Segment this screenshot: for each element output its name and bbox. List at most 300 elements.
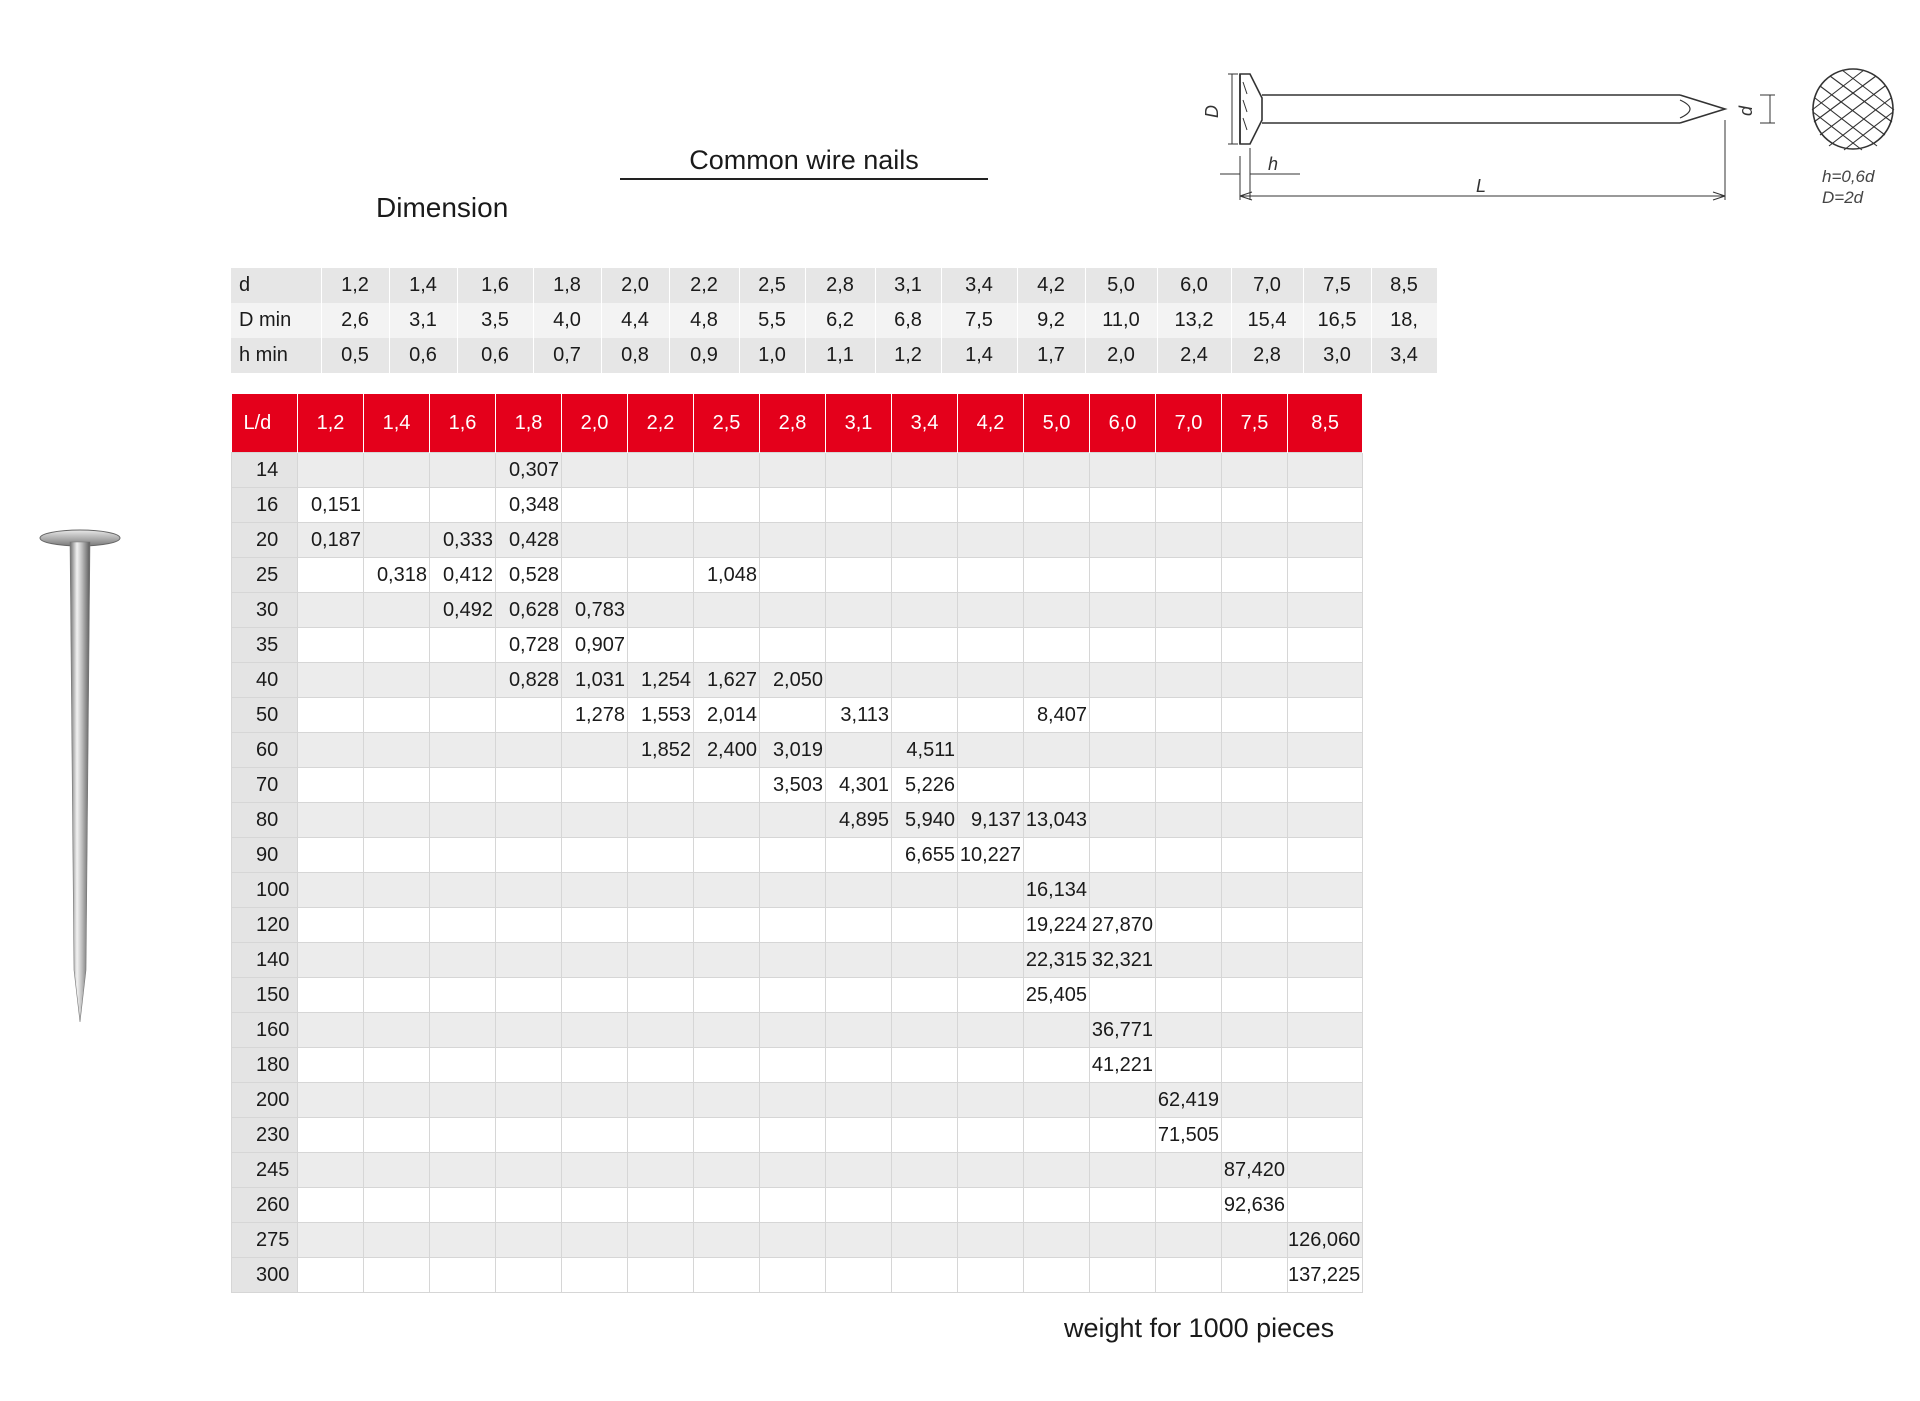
weight-cell — [1222, 1013, 1288, 1048]
weight-cell: 0,428 — [496, 523, 562, 558]
length-cell: 180 — [232, 1048, 298, 1083]
weight-cell — [430, 943, 496, 978]
header-diameter: 1,8 — [496, 394, 562, 453]
weight-cell — [1024, 1083, 1090, 1118]
weight-cell: 4,895 — [826, 803, 892, 838]
dimension-row-label: D min — [231, 303, 321, 338]
weight-cell — [562, 1118, 628, 1153]
weight-cell — [364, 523, 430, 558]
weight-cell — [958, 523, 1024, 558]
length-cell: 160 — [232, 1013, 298, 1048]
weight-cell — [628, 1153, 694, 1188]
weight-cell — [496, 1223, 562, 1258]
weight-cell — [694, 488, 760, 523]
dimension-cell: 6,0 — [1157, 268, 1231, 303]
table-row — [232, 803, 1363, 838]
weight-cell — [364, 1083, 430, 1118]
dimension-row-label: d — [231, 268, 321, 303]
weight-cell: 0,333 — [430, 523, 496, 558]
dimension-cell: 3,4 — [941, 268, 1017, 303]
weight-cell — [826, 978, 892, 1013]
weight-cell: 137,225 — [1288, 1258, 1363, 1293]
weight-cell: 5,940 — [892, 803, 958, 838]
weight-cell — [298, 663, 364, 698]
weight-cell: 19,224 — [1024, 908, 1090, 943]
weight-cell: 9,137 — [958, 803, 1024, 838]
weight-cell: 87,420 — [1222, 1153, 1288, 1188]
weight-cell — [694, 1223, 760, 1258]
header-diameter: 2,2 — [628, 394, 694, 453]
weight-cell: 27,870 — [1090, 908, 1156, 943]
weight-cell — [892, 558, 958, 593]
weight-cell — [628, 558, 694, 593]
weight-cell — [694, 593, 760, 628]
weight-cell: 0,492 — [430, 593, 496, 628]
weight-cell — [364, 908, 430, 943]
header-diameter: 7,0 — [1156, 394, 1222, 453]
length-cell: 200 — [232, 1083, 298, 1118]
weight-cell — [1288, 768, 1363, 803]
dimension-cell: 2,0 — [1085, 338, 1157, 373]
dimension-cell: 18, — [1371, 303, 1437, 338]
weight-cell — [364, 803, 430, 838]
weight-cell — [826, 593, 892, 628]
weight-cell — [892, 663, 958, 698]
dimension-cell: 7,5 — [941, 303, 1017, 338]
weight-cell: 62,419 — [1156, 1083, 1222, 1118]
weight-cell — [496, 803, 562, 838]
weight-cell — [1156, 663, 1222, 698]
weight-cell — [562, 943, 628, 978]
weight-cell — [958, 943, 1024, 978]
weight-cell — [562, 1083, 628, 1118]
weight-table-header — [232, 394, 1363, 453]
weight-cell — [496, 838, 562, 873]
weight-cell — [562, 803, 628, 838]
weight-cell — [562, 523, 628, 558]
weight-cell — [760, 1083, 826, 1118]
weight-cell — [496, 1118, 562, 1153]
weight-cell — [298, 943, 364, 978]
page-title: Common wire nails — [620, 142, 988, 180]
weight-cell — [694, 1048, 760, 1083]
weight-cell — [958, 978, 1024, 1013]
weight-cell — [1090, 803, 1156, 838]
weight-cell — [628, 1013, 694, 1048]
weight-cell — [430, 663, 496, 698]
weight-cell — [628, 1048, 694, 1083]
weight-cell — [628, 1083, 694, 1118]
weight-cell — [1024, 1188, 1090, 1223]
weight-cell — [826, 733, 892, 768]
weight-cell — [1288, 873, 1363, 908]
header-diameter: 8,5 — [1288, 394, 1363, 453]
weight-cell — [628, 453, 694, 488]
weight-cell — [1156, 1223, 1222, 1258]
weight-cell — [1090, 523, 1156, 558]
weight-cell — [298, 593, 364, 628]
dimension-cell: 1,8 — [533, 268, 601, 303]
weight-cell — [826, 1013, 892, 1048]
weight-cell — [430, 628, 496, 663]
weight-cell — [364, 593, 430, 628]
weight-cell — [1156, 733, 1222, 768]
weight-cell — [760, 453, 826, 488]
weight-cell — [892, 698, 958, 733]
weight-cell — [958, 593, 1024, 628]
length-cell: 60 — [232, 733, 298, 768]
weight-cell — [562, 733, 628, 768]
weight-cell: 1,553 — [628, 698, 694, 733]
weight-cell — [760, 1188, 826, 1223]
weight-cell — [1288, 1013, 1363, 1048]
weight-cell — [430, 698, 496, 733]
weight-cell — [1156, 943, 1222, 978]
weight-cell — [760, 1153, 826, 1188]
weight-cell: 0,412 — [430, 558, 496, 593]
dimension-cell: 8,5 — [1371, 268, 1437, 303]
weight-cell — [496, 1083, 562, 1118]
dimension-cell: 2,5 — [739, 268, 805, 303]
weight-cell — [694, 803, 760, 838]
weight-cell — [364, 873, 430, 908]
weight-cell — [1156, 523, 1222, 558]
weight-cell — [892, 488, 958, 523]
weight-cell: 126,060 — [1288, 1223, 1363, 1258]
weight-cell: 71,505 — [1156, 1118, 1222, 1153]
weight-cell — [628, 1118, 694, 1153]
header-diameter: 2,5 — [694, 394, 760, 453]
dimension-cell: 13,2 — [1157, 303, 1231, 338]
weight-cell — [562, 908, 628, 943]
weight-cell — [1024, 1258, 1090, 1293]
table-row — [232, 453, 1363, 488]
weight-cell — [1222, 488, 1288, 523]
weight-cell — [892, 978, 958, 1013]
weight-cell — [1288, 943, 1363, 978]
weight-cell: 0,318 — [364, 558, 430, 593]
weight-cell — [892, 1048, 958, 1083]
weight-cell — [892, 1118, 958, 1153]
weight-cell: 8,407 — [1024, 698, 1090, 733]
weight-cell — [1090, 558, 1156, 593]
table-row — [232, 523, 1363, 558]
weight-cell — [364, 838, 430, 873]
weight-cell — [496, 978, 562, 1013]
weight-cell — [562, 1048, 628, 1083]
weight-cell — [430, 1118, 496, 1153]
weight-cell — [958, 453, 1024, 488]
weight-cell — [1288, 1153, 1363, 1188]
weight-cell — [760, 558, 826, 593]
dimension-cell: 1,4 — [941, 338, 1017, 373]
weight-cell: 0,907 — [562, 628, 628, 663]
weight-cell — [1156, 803, 1222, 838]
weight-cell — [364, 943, 430, 978]
dimension-row — [231, 338, 1437, 373]
weight-cell: 0,528 — [496, 558, 562, 593]
length-cell: 120 — [232, 908, 298, 943]
weight-cell — [430, 978, 496, 1013]
weight-cell: 2,400 — [694, 733, 760, 768]
weight-cell — [496, 873, 562, 908]
weight-cell — [826, 523, 892, 558]
weight-cell — [958, 558, 1024, 593]
dimension-cell: 2,8 — [1231, 338, 1303, 373]
weight-cell — [298, 838, 364, 873]
dimension-cell: 0,9 — [669, 338, 739, 373]
weight-cell — [1090, 768, 1156, 803]
dimension-cell: 6,2 — [805, 303, 875, 338]
weight-cell — [430, 908, 496, 943]
weight-cell: 1,627 — [694, 663, 760, 698]
weight-cell — [892, 1013, 958, 1048]
weight-cell — [826, 873, 892, 908]
dimension-cell: 4,2 — [1017, 268, 1085, 303]
dimension-cell: 2,8 — [805, 268, 875, 303]
weight-cell: 10,227 — [958, 838, 1024, 873]
weight-cell: 1,278 — [562, 698, 628, 733]
weight-cell — [1222, 558, 1288, 593]
weight-cell — [892, 1258, 958, 1293]
weight-cell — [958, 1223, 1024, 1258]
table-row — [232, 1223, 1363, 1258]
weight-cell — [826, 663, 892, 698]
table-row — [232, 1153, 1363, 1188]
weight-cell: 2,014 — [694, 698, 760, 733]
weight-cell — [826, 1048, 892, 1083]
dimension-cell: 6,8 — [875, 303, 941, 338]
weight-cell — [364, 1013, 430, 1048]
weight-cell — [694, 523, 760, 558]
table-row — [232, 1083, 1363, 1118]
weight-cell — [694, 908, 760, 943]
weight-cell — [1222, 873, 1288, 908]
weight-cell — [694, 1083, 760, 1118]
weight-cell — [892, 1153, 958, 1188]
label-d: d — [1736, 105, 1756, 116]
length-cell: 300 — [232, 1258, 298, 1293]
weight-cell — [496, 1188, 562, 1223]
weight-cell — [1288, 838, 1363, 873]
weight-cell — [1222, 978, 1288, 1013]
weight-note: weight for 1000 pieces — [1064, 1313, 1335, 1343]
weight-cell — [958, 1013, 1024, 1048]
dimension-cell: 0,8 — [601, 338, 669, 373]
weight-cell — [1156, 488, 1222, 523]
weight-cell — [562, 1013, 628, 1048]
weight-cell — [760, 1223, 826, 1258]
table-row — [232, 838, 1363, 873]
weight-cell: 0,783 — [562, 593, 628, 628]
weight-cell — [892, 628, 958, 663]
weight-cell — [760, 698, 826, 733]
weight-cell — [496, 1258, 562, 1293]
header-diameter: 1,2 — [298, 394, 364, 453]
dimension-cell: 1,2 — [875, 338, 941, 373]
header-diameter: 3,4 — [892, 394, 958, 453]
weight-cell — [430, 873, 496, 908]
weight-cell: 0,728 — [496, 628, 562, 663]
weight-cell — [1288, 453, 1363, 488]
dimension-cell: 1,6 — [457, 268, 533, 303]
weight-cell — [760, 943, 826, 978]
weight-cell — [1024, 768, 1090, 803]
weight-cell — [1222, 628, 1288, 663]
dimension-cell: 11,0 — [1085, 303, 1157, 338]
weight-cell — [694, 1258, 760, 1293]
weight-cell — [826, 908, 892, 943]
weight-cell — [364, 453, 430, 488]
weight-cell — [1222, 803, 1288, 838]
weight-cell — [628, 978, 694, 1013]
table-row — [232, 733, 1363, 768]
table-row — [232, 768, 1363, 803]
weight-cell — [562, 488, 628, 523]
dimension-cell: 9,2 — [1017, 303, 1085, 338]
dimension-cell: 7,5 — [1303, 268, 1371, 303]
weight-cell — [892, 873, 958, 908]
weight-cell — [1090, 733, 1156, 768]
weight-cell: 92,636 — [1222, 1188, 1288, 1223]
weight-cell — [1024, 523, 1090, 558]
weight-cell — [430, 1258, 496, 1293]
length-cell: 245 — [232, 1153, 298, 1188]
weight-cell — [1024, 1223, 1090, 1258]
weight-cell — [364, 628, 430, 663]
header-diameter: 5,0 — [1024, 394, 1090, 453]
length-cell: 100 — [232, 873, 298, 908]
weight-cell — [562, 873, 628, 908]
weight-cell — [1090, 1258, 1156, 1293]
weight-cell — [826, 1118, 892, 1153]
weight-cell — [826, 453, 892, 488]
weight-cell — [430, 1153, 496, 1188]
weight-cell: 4,301 — [826, 768, 892, 803]
weight-cell — [958, 1083, 1024, 1118]
weight-cell — [298, 698, 364, 733]
weight-cell — [430, 1083, 496, 1118]
weight-cell — [694, 978, 760, 1013]
weight-cell — [364, 1258, 430, 1293]
weight-cell — [1288, 593, 1363, 628]
dimension-row — [231, 268, 1437, 303]
table-row — [232, 663, 1363, 698]
weight-cell — [1156, 593, 1222, 628]
weight-cell — [1156, 1258, 1222, 1293]
table-row — [232, 1258, 1363, 1293]
weight-cell: 1,852 — [628, 733, 694, 768]
table-row — [232, 558, 1363, 593]
weight-cell — [1288, 978, 1363, 1013]
weight-cell — [298, 1188, 364, 1223]
weight-cell — [1156, 838, 1222, 873]
weight-cell — [1222, 1118, 1288, 1153]
weight-cell — [958, 1188, 1024, 1223]
weight-cell — [562, 1258, 628, 1293]
weight-cell — [298, 1258, 364, 1293]
weight-cell — [694, 453, 760, 488]
weight-cell: 3,019 — [760, 733, 826, 768]
length-cell: 14 — [232, 453, 298, 488]
weight-cell — [1222, 453, 1288, 488]
length-cell: 20 — [232, 523, 298, 558]
table-row — [232, 943, 1363, 978]
weight-cell — [364, 1223, 430, 1258]
weight-cell — [694, 1153, 760, 1188]
weight-cell — [430, 453, 496, 488]
weight-cell — [760, 873, 826, 908]
length-cell: 30 — [232, 593, 298, 628]
weight-cell: 16,134 — [1024, 873, 1090, 908]
weight-cell: 0,628 — [496, 593, 562, 628]
weight-cell — [1024, 1013, 1090, 1048]
weight-cell — [364, 488, 430, 523]
header-diameter: 2,0 — [562, 394, 628, 453]
weight-cell — [562, 1188, 628, 1223]
weight-cell — [1156, 453, 1222, 488]
weight-cell — [1288, 1048, 1363, 1083]
weight-cell — [760, 628, 826, 663]
weight-cell — [628, 523, 694, 558]
weight-cell — [760, 523, 826, 558]
weight-cell — [298, 733, 364, 768]
weight-cell — [1288, 733, 1363, 768]
weight-cell — [1156, 698, 1222, 733]
weight-cell — [1024, 663, 1090, 698]
weight-cell — [298, 1048, 364, 1083]
weight-cell — [562, 978, 628, 1013]
weight-cell — [364, 1048, 430, 1083]
weight-cell — [958, 873, 1024, 908]
weight-cell — [760, 593, 826, 628]
weight-cell — [1156, 558, 1222, 593]
weight-cell — [298, 1118, 364, 1153]
weight-cell — [430, 1223, 496, 1258]
weight-cell — [1090, 1188, 1156, 1223]
length-cell: 150 — [232, 978, 298, 1013]
weight-cell — [826, 488, 892, 523]
weight-cell: 3,503 — [760, 768, 826, 803]
weight-cell — [298, 558, 364, 593]
dimension-cell: 2,6 — [321, 303, 389, 338]
weight-cell — [1090, 698, 1156, 733]
dimension-cell: 4,4 — [601, 303, 669, 338]
weight-cell — [826, 1258, 892, 1293]
weight-table — [231, 394, 1363, 1293]
weight-cell — [694, 873, 760, 908]
weight-cell — [430, 1013, 496, 1048]
weight-cell — [826, 1153, 892, 1188]
weight-cell — [364, 1118, 430, 1153]
weight-cell — [562, 1153, 628, 1188]
weight-cell — [1024, 1048, 1090, 1083]
weight-cell — [430, 1048, 496, 1083]
dimension-cell: 3,1 — [389, 303, 457, 338]
length-cell: 35 — [232, 628, 298, 663]
weight-cell — [1024, 1118, 1090, 1153]
dimension-cell: 0,5 — [321, 338, 389, 373]
formula-h: h=0,6d — [1822, 167, 1875, 186]
dimension-cell: 2,0 — [601, 268, 669, 303]
length-cell: 50 — [232, 698, 298, 733]
dimension-cell: 16,5 — [1303, 303, 1371, 338]
weight-cell — [430, 838, 496, 873]
weight-cell — [562, 838, 628, 873]
dimension-cell: 3,5 — [457, 303, 533, 338]
weight-cell — [1222, 663, 1288, 698]
weight-cell — [1024, 838, 1090, 873]
